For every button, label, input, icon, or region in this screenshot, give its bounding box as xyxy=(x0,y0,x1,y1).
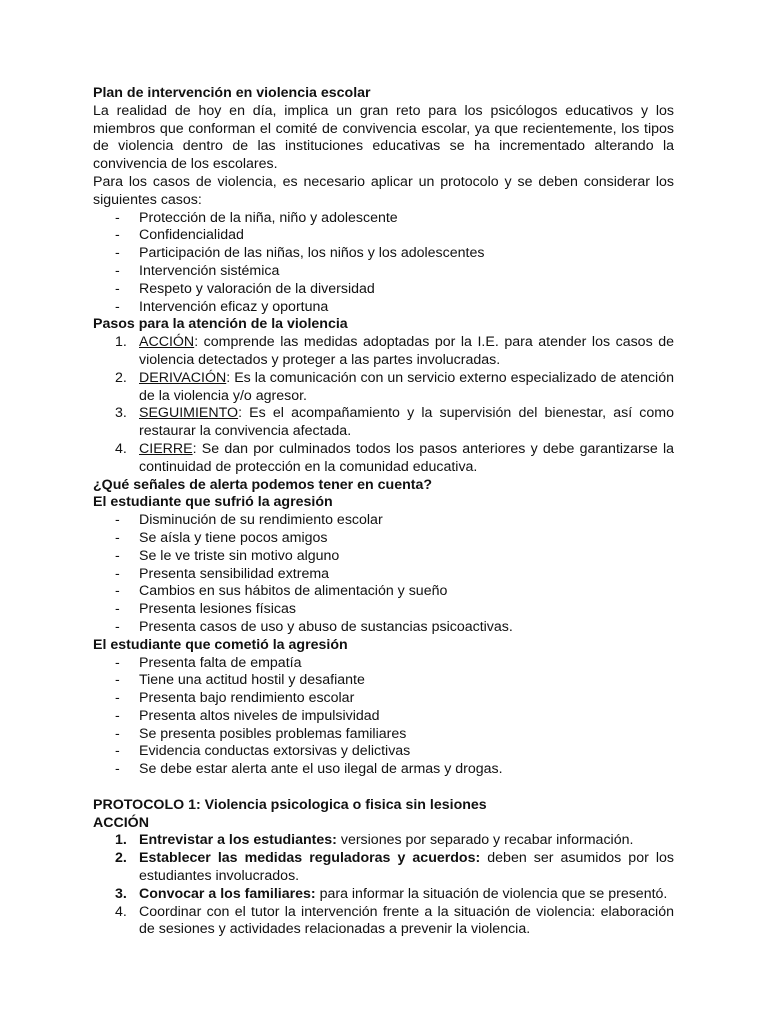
action-item: 2. Establecer las medidas reguladoras y acuerdos: deben ser asumidos por los estudiantes involucrados. xyxy=(115,850,674,885)
aggressor-heading: El estudiante que cometió la agresión xyxy=(93,636,348,653)
step-item: 4. CIERRE: Se dan por culminados todos los pasos anteriores y debe garantizarse la continuidad de protección en la comunidad educativa. xyxy=(115,440,674,475)
list-item: - Respeto y valoración de la diversidad xyxy=(115,280,375,297)
cases-paragraph: Para los casos de violencia, es necesario aplicar un protocolo y se deben considerar los siguientes casos: xyxy=(93,173,674,208)
action-item: 4. Coordinar con el tutor la intervención frente a la situación de violencia: elaboración de sesiones y actividades relacionadas a prevenir la violencia. xyxy=(115,903,674,938)
action-item: 3. Convocar a los familiares: para informar la situación de violencia que se presentó. xyxy=(115,885,668,902)
list-marker: - xyxy=(115,761,120,778)
list-item: - Intervención sistémica xyxy=(115,262,280,279)
step-item: 1. ACCIÓN: comprende las medidas adoptadas por la I.E. para atender los casos de violencia detectados y proteger a las partes involucradas. xyxy=(115,334,674,368)
list-marker: - xyxy=(115,654,120,671)
action-item: 1. Entrevistar a los estudiantes: versiones por separado y recabar información. xyxy=(115,832,634,849)
list-item: - Confidencialidad xyxy=(115,227,244,244)
list-item: - Se aísla y tiene pocos amigos xyxy=(115,529,328,546)
list-marker: - xyxy=(115,529,120,546)
list-marker: - xyxy=(115,298,120,315)
actions-list xyxy=(93,832,674,939)
list-marker: - xyxy=(115,512,120,529)
list-marker: - xyxy=(115,245,120,262)
document-title: Plan de intervención en violencia escolar xyxy=(93,85,371,101)
list-item: - Presenta bajo rendimiento escolar xyxy=(115,690,355,707)
list-item: - Intervención eficaz y oportuna xyxy=(115,298,329,315)
list-marker: - xyxy=(115,672,120,689)
list-item: - Presenta sensibilidad extrema xyxy=(115,565,330,582)
protocol-heading: PROTOCOLO 1: Violencia psicologica o fisica sin lesiones xyxy=(93,796,487,813)
step-term: CIERRE xyxy=(139,440,193,457)
list-marker: - xyxy=(115,583,120,600)
document-page xyxy=(93,85,674,939)
list-item: - Evidencia conductas extorsivas y delictivas xyxy=(115,743,411,760)
list-marker: - xyxy=(115,280,120,297)
step-term: DERIVACIÓN xyxy=(139,369,227,386)
list-marker: - xyxy=(115,725,120,742)
steps-heading: Pasos para la atención de la violencia xyxy=(93,316,348,333)
list-marker: - xyxy=(115,707,120,724)
list-marker: - xyxy=(115,618,120,635)
list-marker: - xyxy=(115,262,120,279)
aggressor-signs-list xyxy=(93,655,674,780)
list-item: - Presenta altos niveles de impulsividad xyxy=(115,707,380,724)
alert-heading: ¿Qué señales de alerta podemos tener en cuenta? xyxy=(93,476,433,493)
list-item: - Disminución de su rendimiento escolar xyxy=(115,512,383,529)
list-marker: - xyxy=(115,209,120,226)
step-item: 2. DERIVACIÓN: Es la comunicación con un servicio externo especializado de atención de la violencia y/o agresor. xyxy=(115,369,674,404)
blank-line xyxy=(93,779,674,797)
list-item: - Cambios en sus hábitos de alimentación y sueño xyxy=(115,583,448,600)
list-item: - Participación de las niñas, los niños y los adolescentes xyxy=(115,245,485,262)
list-item: - Se presenta posibles problemas familiares xyxy=(115,725,407,742)
list-marker: - xyxy=(115,743,120,760)
cases-list xyxy=(93,210,674,317)
list-marker: - xyxy=(115,565,120,582)
list-item: - Protección de la niña, niño y adolescente xyxy=(115,209,398,226)
victim-heading: El estudiante que sufrió la agresión xyxy=(93,494,333,511)
intro-paragraph: La realidad de hoy en día, implica un gran reto para los psicólogos educativos y los miembros que conforman el comité de convivencia escolar, ya que recientemente, los tipos de violencia dentro de las instituciones educativas se ha incrementado alterando la convivencia de los escolares. xyxy=(93,102,674,173)
list-item: - Se le ve triste sin motivo alguno xyxy=(115,547,340,564)
list-marker: - xyxy=(115,227,120,244)
list-item: - Presenta lesiones físicas xyxy=(115,601,296,618)
list-item: - Se debe estar alerta ante el uso ilegal de armas y drogas. xyxy=(115,761,503,778)
list-item: - Presenta falta de empatía xyxy=(115,654,302,671)
step-term: SEGUIMIENTO xyxy=(139,405,239,422)
step-term: ACCIÓN xyxy=(139,334,195,351)
step-item: 3. SEGUIMIENTO: Es el acompañamiento y la supervisión del bienestar, así como restaurar la convivencia afectada. xyxy=(115,405,674,440)
list-marker: - xyxy=(115,601,120,618)
steps-list xyxy=(93,334,674,476)
victim-signs-list xyxy=(93,512,674,637)
list-marker: - xyxy=(115,547,120,564)
list-item: - Presenta casos de uso y abuso de sustancias psicoactivas. xyxy=(115,618,513,635)
list-item: - Tiene una actitud hostil y desafiante xyxy=(115,672,365,689)
list-marker: - xyxy=(115,690,120,707)
action-heading: ACCIÓN xyxy=(93,814,149,831)
